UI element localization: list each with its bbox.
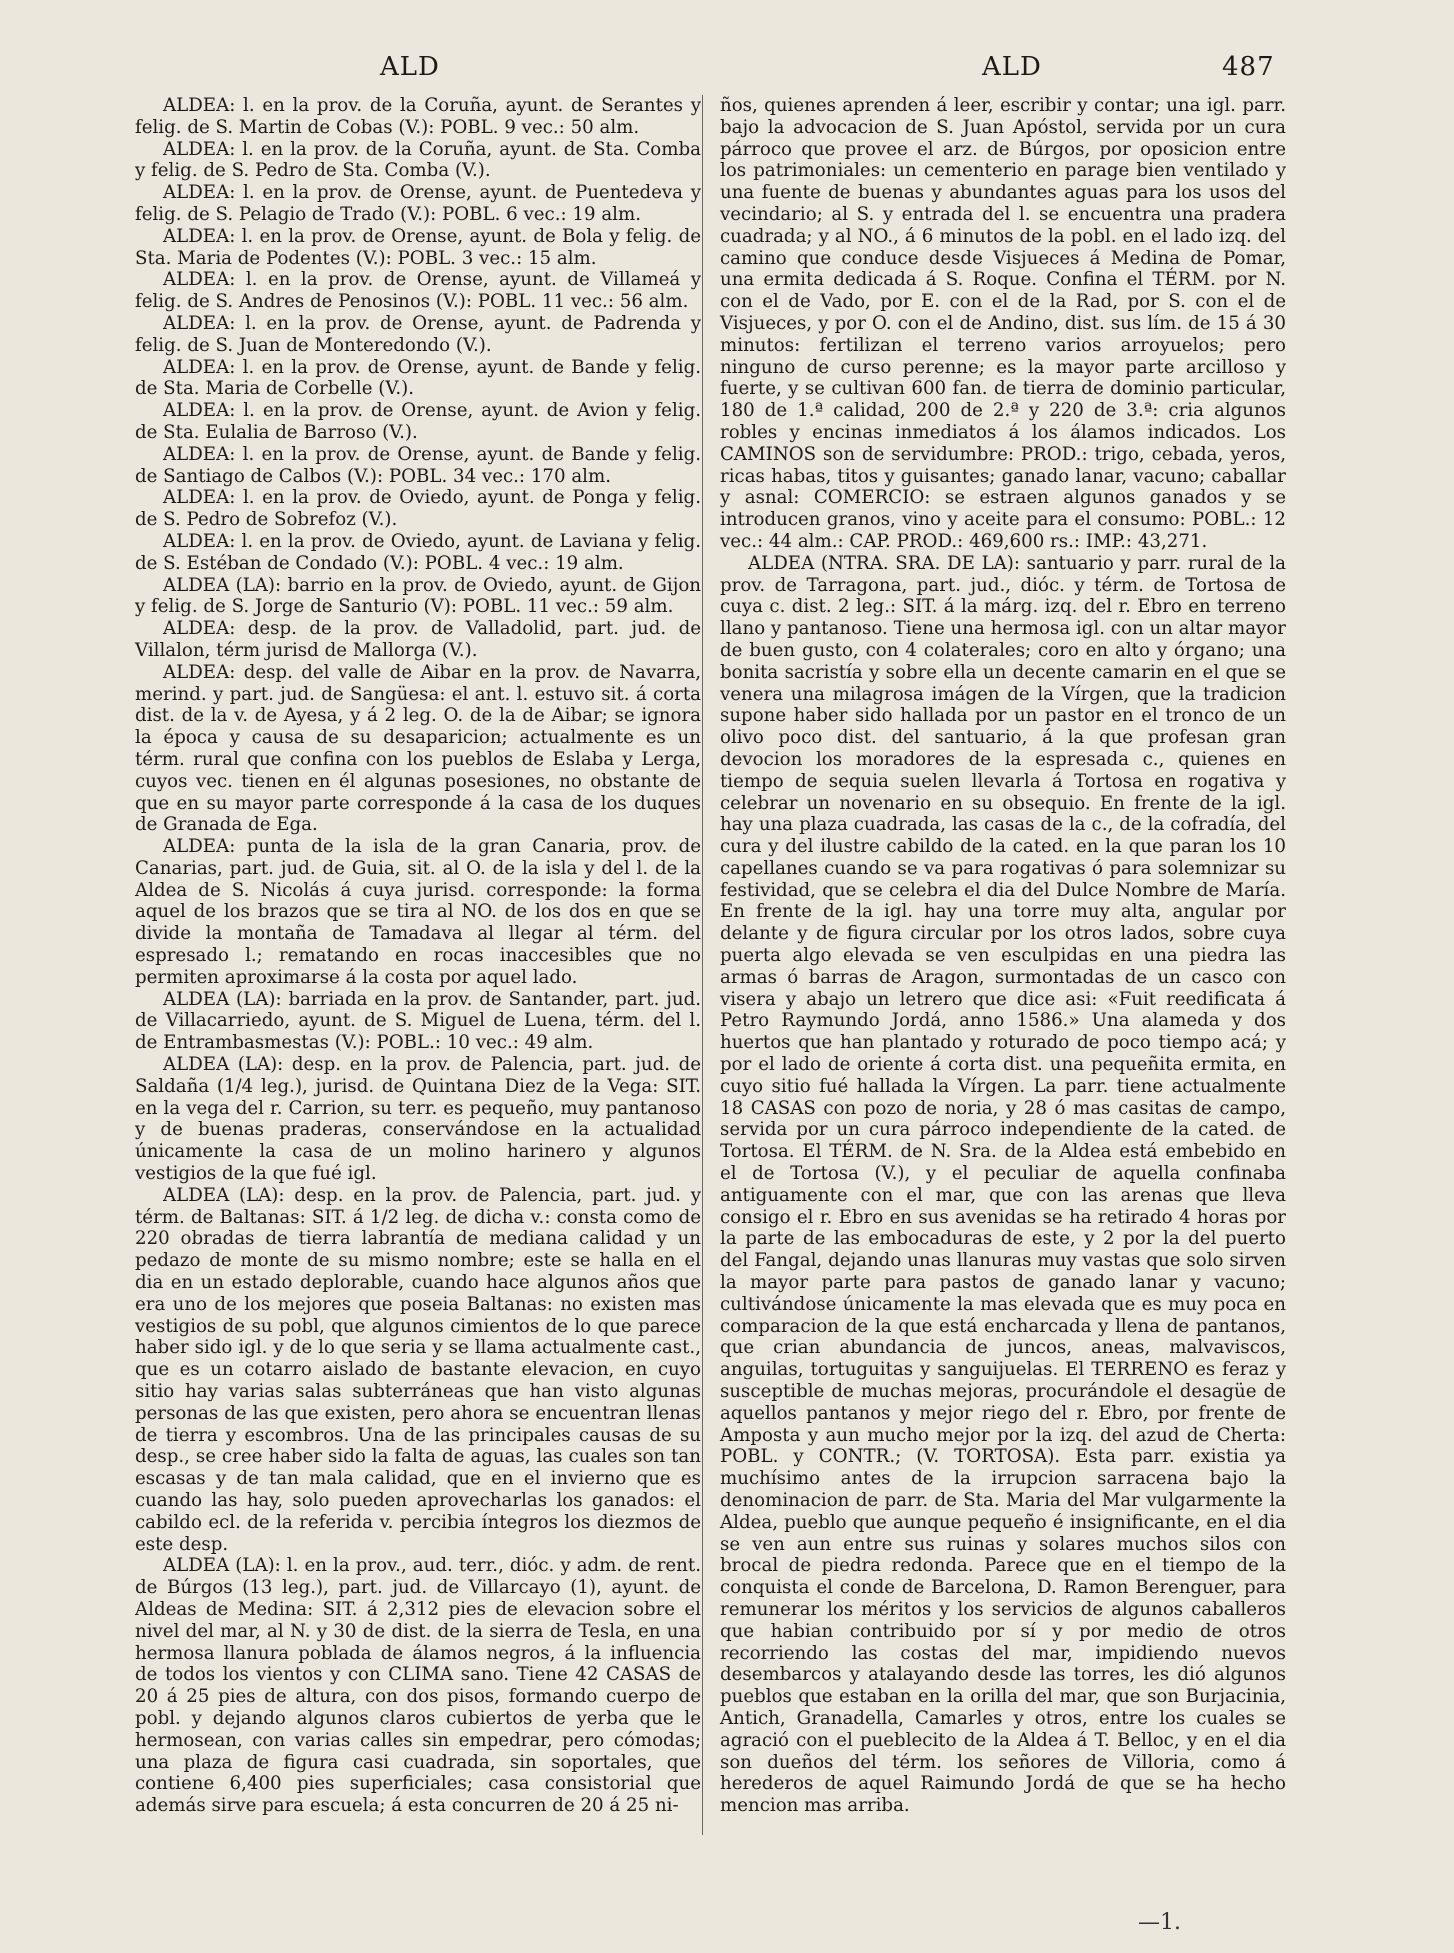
entry: ALDEA (LA): l. en la prov., aud. terr., dióc. y adm. de rent. de Búrgos (13 leg.), part. jud. de Villarcayo (1), ayunt. de Aldeas de Medina: SIT. á 2,312 pies de elevacion sobre el nivel del mar, al N. y 30 de dist. de la sierra de Tesla, en una hermosa llanura poblada de álamos negros, á la influencia de todos los vientos y con CLIMA sano. Tiene 42 CASAS de 20 á 25 pies de altura, con dos pisos, formando cuerpo de pobl. y dejando algunos claros cubiertos de yerba que le hermosean, con varias calles sin empedrar, pero cómodas; una plaza de figura casi cuadrada, sin soportales, que contiene 6,400 pies superficiales; casa consistorial que además sirve para escuela; á esta concurren de 20 á 25 ni- <box>135 1555 701 1817</box>
header-right-word: ALD <box>982 52 1042 82</box>
entry: ALDEA: l. en la prov. de Oviedo, ayunt. de Ponga y felig. de S. Pedro de Sobrefoz (V.). <box>135 487 701 531</box>
entry: ALDEA: l. en la prov. de Orense, ayunt. de Padrenda y felig. de S. Juan de Monteredondo (V.). <box>135 312 701 356</box>
entry: ALDEA (LA): barriada en la prov. de Santander, part. jud. de Villacarriedo, ayunt. de S. Miguel de Luena, térm. del l. de Entrambasmestas (V.): POBL.: 10 vec.: 49 alm. <box>135 988 701 1054</box>
entry: ALDEA: l. en la prov. de Orense, ayunt. de Bande y felig. de Sta. Maria de Corbelle (V.). <box>135 356 701 400</box>
entry: ALDEA: l. en la prov. de Orense, ayunt. de Bande y felig. de Santiago de Calbos (V.): POBL. 34 vec.: 170 alm. <box>135 443 701 487</box>
page-number: 487 <box>1222 52 1275 82</box>
column-divider <box>702 95 703 1835</box>
entry: ALDEA: l. en la prov. de Orense, ayunt. de Avion y felig. de Sta. Eulalia de Barroso (V.). <box>135 400 701 443</box>
entry: ALDEA (LA): desp. en la prov. de Palencia, part. jud. y térm. de Baltanas: SIT. á 1/2 leg. de dicha v.: consta como de 220 obradas de tierra labrantía de mediana calidad y un pedazo de monte de su mismo nombre; este se halla en el dia en un estado deplorable, cuando hace algunos años que era uno de los mejores que poseia Baltanas: no existen mas vestigios de su pobl, que algunos cimientos de lo que parece haber sido igl. y de lo que seria y se llama actualmente cast., que es un cotarro aislado de bastante elevacion, en cuyo sitio hay varias salas subterráneas que han visto algunas personas de las que existen, pero ahora se encuentran llenas de tierra y escombros. Una de las principales causas de su desp., se cree haber sido la falta de aguas, las cuales son tan escasas y de tan mala calidad, que en el invierno que es cuando las hay, solo pueden aprovecharlas los ganados: el cabildo ecl. de la referida v. percibia íntegros los diezmos de este desp. <box>135 1184 701 1555</box>
entry: ALDEA: l. en la prov. de la Coruña, ayunt. de Serantes y felig. de S. Martin de Cobas (V.): POBL. 9 vec.: 50 alm. <box>135 95 701 138</box>
header-left-word: ALD <box>380 52 440 82</box>
entry: ALDEA (LA): desp. en la prov. de Palencia, part. jud. de Saldaña (1/4 leg.), jurisd. de Quintana Diez de la Vega: SIT. en la vega del r. Carrion, su terr. es pequeño, muy pantanoso y de buenas praderas, conservándose en la actualidad únicamente la casa de un molino harinero y algunos vestigios de la que fué igl. <box>135 1054 701 1185</box>
footer-mark: —1. <box>1138 1910 1181 1935</box>
entry: ALDEA: l. en la prov. de Orense, ayunt. de Puentedeva y felig. de S. Pelagio de Trado (V.): POBL. 6 vec.: 19 alm. <box>135 182 701 225</box>
entry: ALDEA: desp. de la prov. de Valladolid, part. jud. de Villalon, térm jurisd de Mallorga (V.). <box>135 618 701 661</box>
entry: ALDEA (NTRA. SRA. DE LA): santuario y parr. rural de la prov. de Tarragona, part. jud., dióc. y térm. de Tortosa de cuya c. dist. 2 leg.: SIT. á la márg. izq. del r. Ebro en terreno llano y pantanoso. Tiene una hermosa igl. con un altar mayor de buen gusto, con 4 colaterales; coro en alto y órgano; una bonita sacristía y sobre ella un decente camarin en el que se venera una milagrosa imágen de la Vírgen, que la tradicion supone haber sido hallada por un pastor en el tronco de un olivo poco dist. del santuario, á la que profesan gran devocion los moradores de la espresada c., quienes en tiempo de sequia suelen llevarla á Tortosa en rogativa y celebrar un novenario en su obsequio. En frente de la igl. hay una plaza cuadrada, las casas de la c., de la cofradía, del cura y del ilustre cabildo de la cated. en la que paran los 10 capellanes cuando se va para rogativas ó para solemnizar su festividad, que se celebra el dia del Dulce Nombre de María. En frente de la igl. hay una torre muy alta, angular por delante y de figura circular por los otros lados, sobre cuya puerta algo elevada se ven esculpidas en una piedra las armas ó barras de Aragon, surmontadas de un casco con visera y abajo un letrero que dice asi: «Fuit reedificata á Petro Raymundo Jordá, anno 1586.» Una alameda y dos huertos que han plantado y roturado de poco tiempo acá; y por el lado de oriente á corta dist. una pequeñita ermita, en cuyo sitio fué hallada la Vírgen. La parr. tiene actualmente 18 CASAS con pozo de noria, y 28 ó mas casitas de campo, servida por un cura párroco independiente de la cated. de Tortosa. El TÉRM. de N. Sra. de la Aldea está embebido en el de Tortosa (V.), y el peculiar de aquella confinaba antiguamente con el mar, que con las arenas que lleva consigo el r. Ebro en sus avenidas se ha retirado 4 horas por la parte de las embocaduras de este, y 2 por la del puerto del Fangal, dejando unas llanuras muy vastas que solo sirven la mayor parte para pastos de ganado lanar y vacuno; cultivándose únicamente la mas elevada que es muy poca en comparacion de la que está encharcada y llena de pantanos, que crian abundancia de juncos, aneas, malvaviscos, anguilas, tortuguitas y sanguijuelas. El TERRENO es feraz y susceptible de muchas mejoras, procurándole el desagüe de aquellos pantanos y mejor riego del r. Ebro, por frente de Amposta y aun mucho mejor por la izq. del azud de Cherta: POBL. y CONTR.; (V. TORTOSA). Esta parr. existia ya muchísimo antes de la irrupcion sarracena bajo la denominacion de parr. de Sta. Maria del Mar vulgarmente la Aldea, pueblo que aunque pequeño é insignificante, en el dia se ven aun entre sus ruinas y solares muchos silos con brocal de piedra redonda. Parece que en el tiempo de la conquista el conde de Barcelona, D. Ramon Berenguer, para remunerar los méritos y los servicios de algunos caballeros que habian contribuido por sí y por medio de otros recorriendo las costas del mar, impidiendo nuevos desembarcos y atalayando desde las torres, les dió algunos pueblos que estaban en la orilla del mar, que son Burjacinia, Antich, Granadella, Camarles y otros, entre los cuales se agració con el pueblecito de la Aldea á T. Belloc, y en el dia son dueños del térm. los señores de Villoria, como á herederos de aquel Raimundo Jordá de que se ha hecho mencion mas arriba. <box>720 552 1286 1817</box>
left-column <box>135 95 701 1817</box>
right-column <box>720 95 1286 1817</box>
entry: ALDEA: l. en la prov. de la Coruña, ayunt. de Sta. Comba y felig. de S. Pedro de Sta. Comba (V.). <box>135 138 701 182</box>
page-header <box>0 52 1454 92</box>
entry: ALDEA: l. en la prov. de Orense, ayunt. de Bola y felig. de Sta. Maria de Podentes (V.): POBL. 3 vec.: 15 alm. <box>135 225 701 269</box>
entry: ALDEA (LA): barrio en la prov. de Oviedo, ayunt. de Gijon y felig. de S. Jorge de Santurio (V): POBL. 11 vec.: 59 alm. <box>135 574 701 618</box>
entry-continuation: ños, quienes aprenden á leer, escribir y contar; una igl. parr. bajo la advocacion de S. Juan Apóstol, servida por un cura párroco que provee el arz. de Búrgos, por oposicion entre los patrimoniales: un cementerio en parage bien ventilado y una fuente de buenas y abundantes aguas para los usos del vecindario; al S. y entrada del l. se encuentra una pradera cuadrada; y al NO., á 6 minutos de la pobl. en el lado izq. del camino que conduce desde Visjueces á Medina de Pomar, una ermita dedicada á S. Roque. Confina el TÉRM. por N. con el de Vado, por E. con el de la Rad, por S. con el de Visjueces, y por O. con el de Andino, dist. sus lím. de 15 á 30 minutos: fertilizan el terreno varios arroyuelos; pero ninguno de curso perenne; es la mayor parte arcilloso y fuerte, y se cultivan 600 fan. de tierra de dominio particular, 180 de 1.ª calidad, 200 de 2.ª y 220 de 3.ª: cria algunos robles y encinas inmediatos á los álamos indicados. Los CAMINOS son de servidumbre: PROD.: trigo, cebada, yeros, ricas habas, titos y guisantes; ganado lanar, vacuno; caballar y asnal: COMERCIO: se estraen algunos ganados y se introducen granos, vino y aceite para el consumo: POBL.: 12 vec.: 44 alm.: CAP. PROD.: 469,600 rs.: IMP.: 43,271. <box>720 95 1286 552</box>
entry: ALDEA: desp. del valle de Aibar en la prov. de Navarra, merind. y part. jud. de Sangüesa: el ant. l. estuvo sit. á corta dist. de la v. de Ayesa, y á 2 leg. O. de la de Aibar; se ignora la época y causa de su desaparicion; actualmente es un térm. rural que confina con los pueblos de Eslaba y Lerga, cuyos vec. tienen en él algunas posesiones, no obstante de que en su mayor parte corresponde á la casa de los duques de Granada de Ega. <box>135 661 701 836</box>
entry: ALDEA: punta de la isla de la gran Canaria, prov. de Canarias, part. jud. de Guia, sit. al O. de la isla y del l. de la Aldea de S. Nicolás á cuya jurisd. corresponde: la forma aquel de los brazos que se tira al NO. de los dos en que se divide la montaña de Tamadava al llegar al térm. del espresado l.; rematando en rocas inaccesibles que no permiten aproximarse á la costa por aquel lado. <box>135 836 701 988</box>
entry: ALDEA: l. en la prov. de Oviedo, ayunt. de Laviana y felig. de S. Estéban de Condado (V.): POBL. 4 vec.: 19 alm. <box>135 530 701 574</box>
entry: ALDEA: l. en la prov. de Orense, ayunt. de Villameá y felig. de S. Andres de Penosinos (V.): POBL. 11 vec.: 56 alm. <box>135 269 701 313</box>
